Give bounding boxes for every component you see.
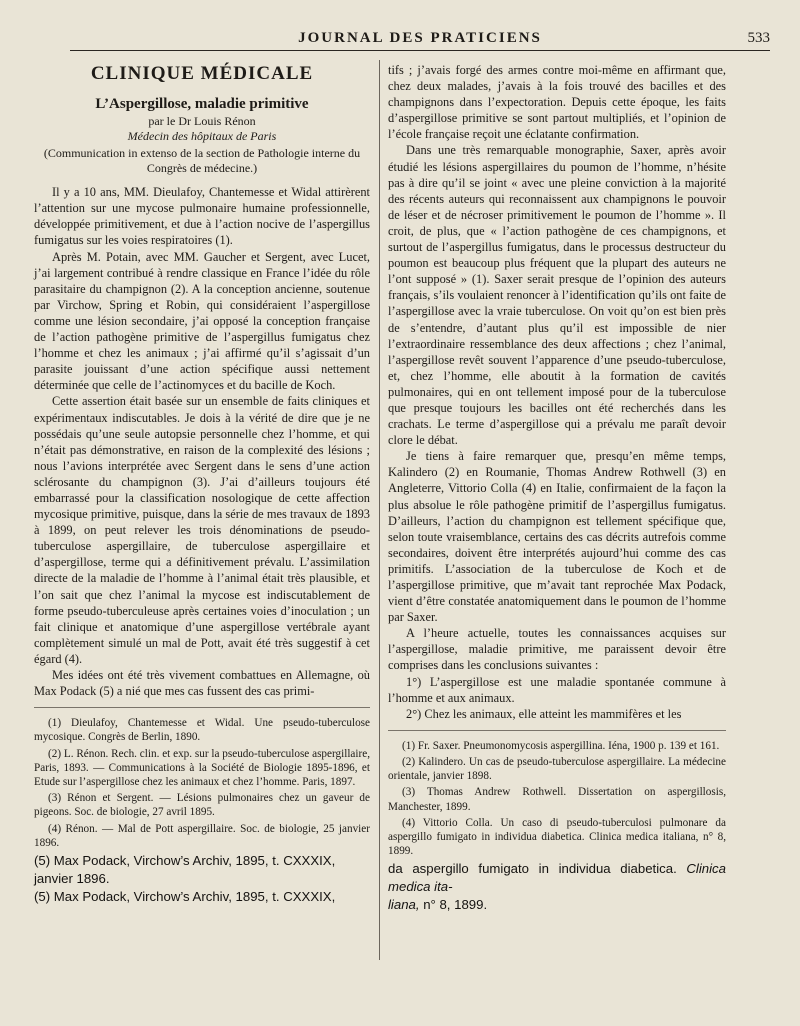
body-paragraph: Il y a 10 ans, MM. Dieulafoy, Chantemesse et Widal attirèrent l’attention sur une mycose pulmonaire humaine professionnelle, développée primitivement, et due à l’action nocive de l’aspergillus fumigatus sur les voies respiratoires (1). xyxy=(34,185,370,248)
journal-title: JOURNAL DES PRATICIENS xyxy=(298,30,542,46)
pasted-footnote-line: (5) Max Podack, Virchow’s Archiv, 1895, t. CXXXIX, xyxy=(34,889,336,905)
body-paragraph: A l’heure actuelle, toutes les connaissances acquises sur l’aspergillose, maladie primitive, me paraissent devoir être comprises dans les conclusions suivantes : xyxy=(388,626,726,673)
communication-note: (Communication in extenso de la section de Pathologie interne du Congrès de médecine.) xyxy=(43,146,361,176)
footnote: (4) Vittorio Colla. Un caso di pseudo-tuberculosi pulmonare da aspergillo fumigato in individua diabetica. Clinica medica italiana, n° 8, 1899. xyxy=(388,816,726,858)
pasted-footnote-line: da aspergillo fumigato in individua diabetica. xyxy=(388,861,677,877)
section-title: CLINIQUE MÉDICALE xyxy=(90,63,314,84)
pasted-footnote xyxy=(34,852,370,906)
body-paragraph: Je tiens à faire remarquer que, presqu’en même temps, Kalindero (2) en Roumanie, Thomas Andrew Rothwell (3) en Angleterre, Vittorio Colla (4) en Italie, confirmaient de la façon la plus absolue le rôle pathogène primitif de l’aspergillus fumigatus. D’ailleurs, l’action du champignon est tellement spécifique que, selon toute vraisemblance, certains des cas décrits autrefois comme secondaires, doivent être interprétés aujourd’hui comme des cas primitifs. L’association de la tuberculose de Koch et de l’aspergillose primitive, que m’avait tant reprochée Max Podack, vient d’être constatée anatomiquement dans le poumon de l’homme par Saxer. xyxy=(388,449,726,625)
pasted-footnote-line: (5) Max Podack, Virchow’s Archiv, 1895, t. CXXXIX, xyxy=(34,853,336,869)
footnote: (2) Kalindero. Un cas de pseudo-tuberculose aspergillaire. La médecine orientale, janvier 1898. xyxy=(388,756,726,783)
running-head xyxy=(70,30,770,51)
footnote-rule xyxy=(34,707,370,708)
right-column xyxy=(388,62,726,914)
body-paragraph: Dans une très remarquable monographie, Saxer, après avoir étudié les lésions aspergillaires du poumon de l’homme, n’hésite pas à dire qu’il se joint « avec une pleine conviction à la majorité des récents auteurs qui reconnaissent aux champignons le pouvoir de léser et de nécroser primitivement le poumon de l’homme ». Il croit, de plus, que « l’action pathogène de ces champignons, et surtout de l’aspergillus fumigatus, dans le processus destructeur du poumon est beaucoup plus fréquent que la plupart des auteurs ne l’ont supposé » (1). Saxer serait presque de l’opinion des auteurs français, s’ils voulaient renoncer à l’identification qu’ils ont faite de l’aspergillose avec la vraie tuberculose. On voit qu’on est bien près de s’entendre, d’autant plus qu’il est impossible de nier l’extraordinaire ressemblance des deux affections ; chez l’animal, l’aspergillose revêt souvent l’apparence d’une pseudo-tuberculose, et, chez l’homme, elle aboutit à la formation de cavités pulmonaires, qui en ont tellement imposé pour de la tuberculose que presque toujours les bacilles ont été recherchés dans les crachats. Le terme d’aspergillose qui a prévalu me paraît devoir clore le débat. xyxy=(388,143,726,448)
body-paragraph: Cette assertion était basée sur un ensemble de faits cliniques et expérimentaux indiscutables. Je dois à la vérité de dire que je ne possédais qu’une seule autopsie personnelle chez l’homme, et qui n’était pas démonstrative, en raison de la complexité des lésions ; nous l’avions interprétée avec Sergent dans le sens d’une action sclérosante du champignon (3). J’ai d’ailleurs toujours été embarrassé pour la classification nosologique de cette affection mycosique primitive, puisque, dans la série de mes travaux de 1893 à 1899, on peut relever les trois dénominations de pseudo-tuberculose aspergillaire, de tuberculose aspergillaire et d’aspergillose, terme qui a définitivement prévalu. L’assimilation directe de la maladie de l’homme à l’animal était très plausible, et l’on sait que chez l’animal la mycose est indiscutablement de forme pseudo-tuberculeuse après certaines voies d’inoculation ; un fait clinique et anatomique d’une aspergillose vertébrale ayant complètement simulé un mal de Pott, avait été très suggestif à cet égard (4). xyxy=(34,394,370,666)
footnote: (2) L. Rénon. Rech. clin. et exp. sur la pseudo-tuberculose aspergillaire, Paris, 1893. — Communications à la Société de Biologie 1895-1896, et Etude sur l’aspergillose chez les animaux et chez l’homme. Paris, 1897. xyxy=(34,747,370,788)
left-column xyxy=(34,62,370,906)
footnote: (1) Dieulafoy, Chantemesse et Widal. Une pseudo-tuberculose mycosique. Congrès de Berlin, 1890. xyxy=(34,717,370,744)
page-number: 533 xyxy=(747,30,770,46)
footnote: (3) Rénon et Sergent. — Lésions pulmonaires chez un gaveur de pigeons. Soc. de biologie, 27 avril 1895. xyxy=(34,792,370,819)
article-title: L’Aspergillose, maladie primitive xyxy=(95,96,309,113)
author-role: Médecin des hôpitaux de Paris xyxy=(127,129,277,144)
body-paragraph: Après M. Potain, avec MM. Gaucher et Sergent, avec Lucet, j’ai largement contribué à rendre classique en France l’idée du rôle parasitaire du champignon (2). A la conception ancienne, soutenue par Virchow, Spring et Robin, qui considéraient l’aspergillose comme une lésion secondaire, j’ai opposé la conception française de l’action pathogène primitive de l’aspergillus fumigatus chez l’homme et chez les animaux ; j’ai affirmé qu’il s’agissait d’un parasite jouissant d’une action spécifique aussi nettement déterminée que celle de l’actinomyces et du bacille de Koch. xyxy=(34,249,370,393)
footnote: (4) Rénon. — Mal de Pott aspergillaire. Soc. de biologie, 25 janvier 1896. xyxy=(34,822,370,849)
footnote-rule xyxy=(388,730,726,731)
body-paragraph: tifs ; j’avais forgé des armes contre moi-même en affirmant que, chez deux malades, j’avais à la fois trouvé des bacilles et des champignons dans l’expectoration. Depuis cette époque, les faits d’aspergillose primitive se sont partout multipliés, et l’opinion de l’école française reçoit une éclatante confirmation. xyxy=(388,63,726,142)
column-divider xyxy=(379,60,380,960)
byline: par le Dr Louis Rénon xyxy=(148,114,256,129)
conclusion-item: 2°) Chez les animaux, elle atteint les mammifères et les xyxy=(406,706,682,721)
footnote: (3) Thomas Andrew Rothwell. Dissertation on aspergillosis, Manchester, 1899. xyxy=(388,786,726,813)
footnote: (1) Fr. Saxer. Pneumonomycosis aspergillina. Iéna, 1900 p. 139 et 161. xyxy=(402,739,720,752)
pasted-footnote-line: Clinica medica ita- xyxy=(388,861,726,895)
pasted-footnote-line: n° 8, 1899. xyxy=(423,897,488,913)
conclusion-item: 1°) L’aspergillose est une maladie spontanée commune à l’homme et aux animaux. xyxy=(388,674,726,705)
pasted-footnote-line: janvier 1896. xyxy=(34,871,110,887)
body-paragraph: Mes idées ont été très vivement combattues en Allemagne, où Max Podack (5) a nié que mes cas fussent des cas primi- xyxy=(34,668,370,699)
pasted-footnote-line: liana, xyxy=(388,897,420,913)
pasted-footnote xyxy=(388,860,726,914)
